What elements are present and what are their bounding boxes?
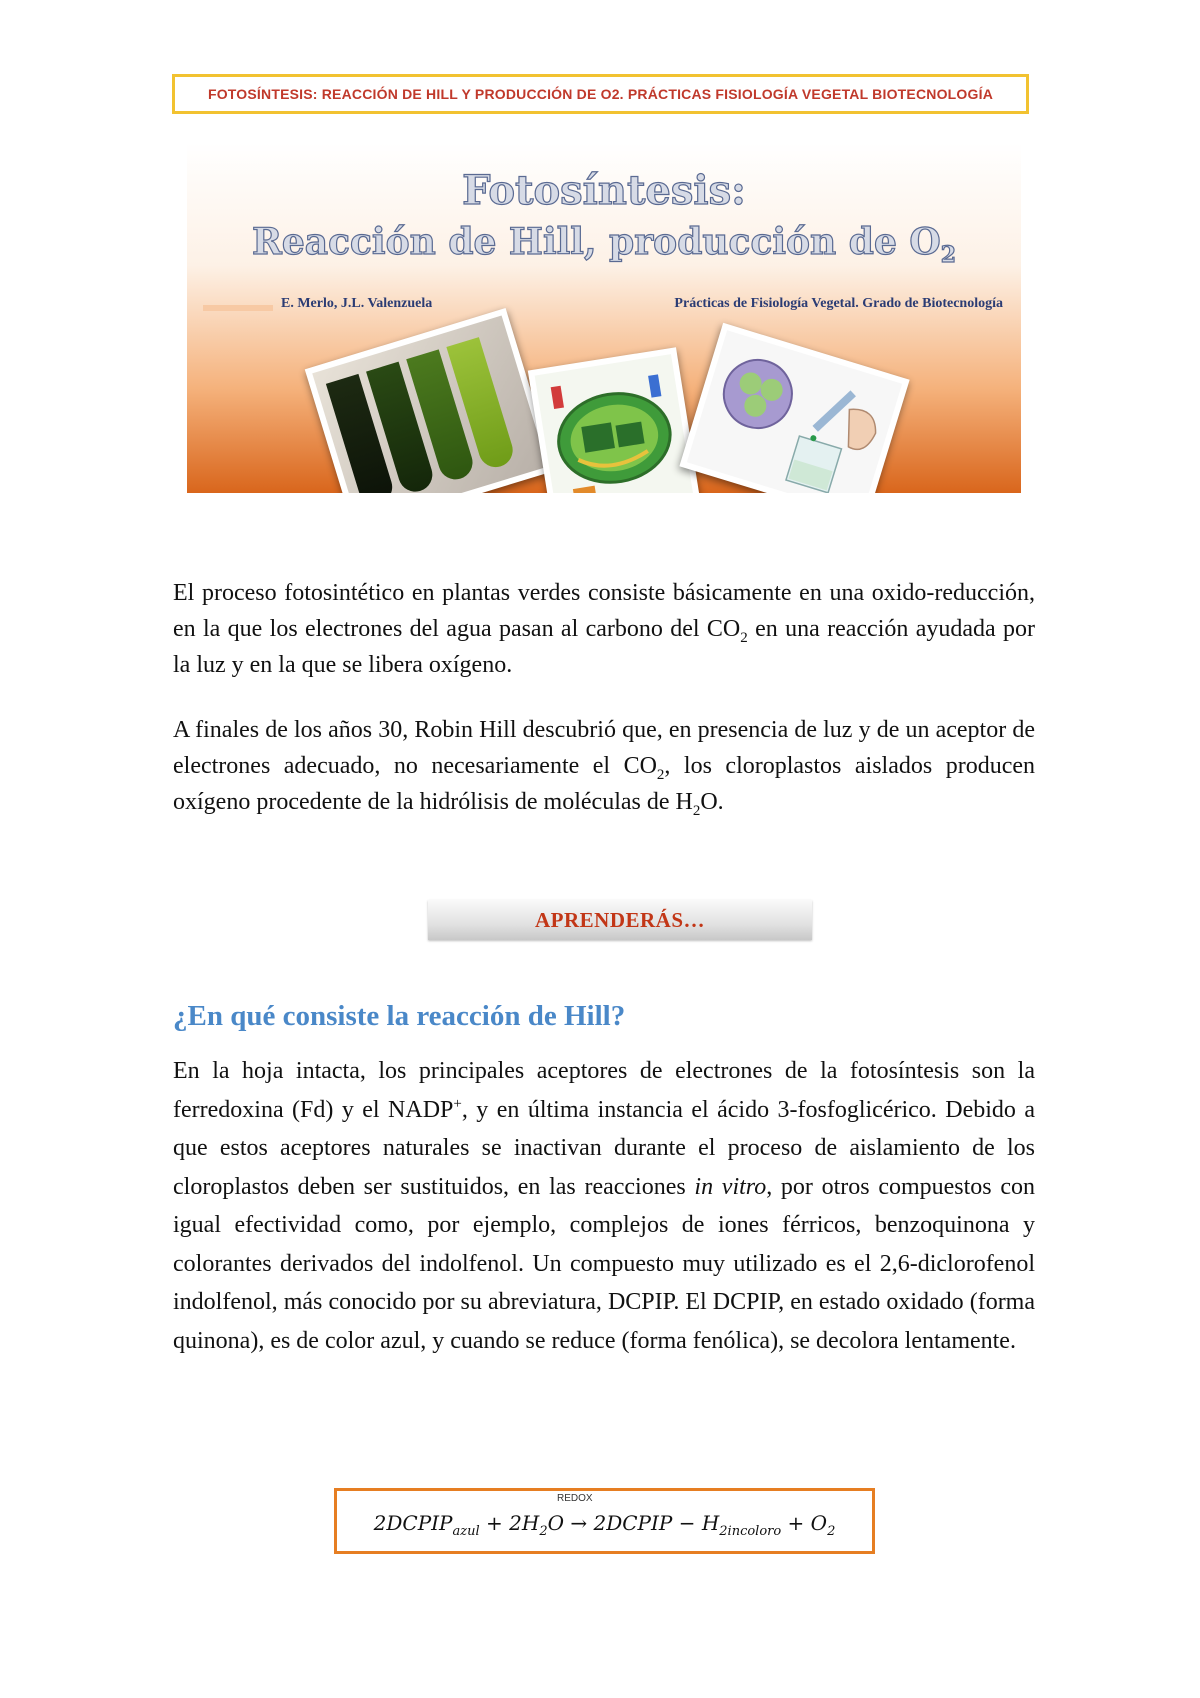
aprenderas-button[interactable]: APRENDERÁS… — [428, 900, 812, 940]
equation-box — [334, 1488, 875, 1554]
title-banner — [187, 143, 1021, 493]
intro-paragraph-2: A finales de los años 30, Robin Hill descubrió que, en presencia de luz y de un aceptor de electrones adecuado, no necesariamente el $CO_2$, los cloroplastos aislados producen oxígeno procedente de la hidrólisis de moléculas de $H_2O$. — [173, 717, 1035, 819]
section-paragraph: En la hoja intacta, los principales aceptores de electrones de la fotosíntesis son la ferredoxina (Fd) y el NADP+, y en última instancia el ácido 3-fosfoglicérico. Debido a que estos aceptores naturales se inactivan durante el proceso de aislamiento de los cloroplastos deben ser sustituidos, en las reacciones in vitro, por otros compuestos con igual efectividad como, por ejemplo, complejos de iones férricos, benzoquinona y colorantes derivados del indolfenol. Un compuesto muy utilizado es el 2,6-diclorofenol indolfenol, más conocido por su abreviatura, DCPIP. El DCPIP, en estado oxidado (forma quinona), es de color azul, y cuando se reduce (forma fenólica), se decolora lentamente. — [173, 1058, 1035, 1354]
intro-paragraph-1: El proceso fotosintético en plantas verdes consiste básicamente en una oxido-reducción, en la que los electrones del agua pasan al carbono del $CO_2$ en una reacción ayudada por la luz y en la que se libera oxígeno. — [173, 580, 1035, 678]
banner-accent-strip — [203, 305, 273, 311]
banner-authors: E. Merlo, J.L. Valenzuela — [281, 296, 433, 311]
redox-label: REDOX — [557, 1493, 593, 1504]
test-tubes-photo — [305, 308, 556, 493]
redox-equation: $2DCPIP_{azul} + 2H_2O$ → 2DCPIP − $H_{2incoloro} + O_2$ — [373, 1511, 836, 1539]
chloroplast-diagram-photo — [528, 347, 700, 493]
banner-course: Prácticas de Fisiología Vegetal. Grado de Biotecnología — [674, 296, 1003, 311]
running-header: FOTOSÍNTESIS: REACCIÓN DE HILL Y PRODUCCIÓN DE O2. PRÁCTICAS FISIOLOGÍA VEGETAL BIOTECNOLOGÍA — [172, 74, 1029, 114]
section-heading: ¿En qué consiste la reacción de Hill? — [173, 1000, 626, 1032]
lab-procedure-photo — [679, 323, 909, 493]
banner-title: Fotosíntesis: — [462, 167, 746, 214]
banner-subtitle: Reacción de Hill, producción de $O_2$ — [251, 221, 957, 269]
